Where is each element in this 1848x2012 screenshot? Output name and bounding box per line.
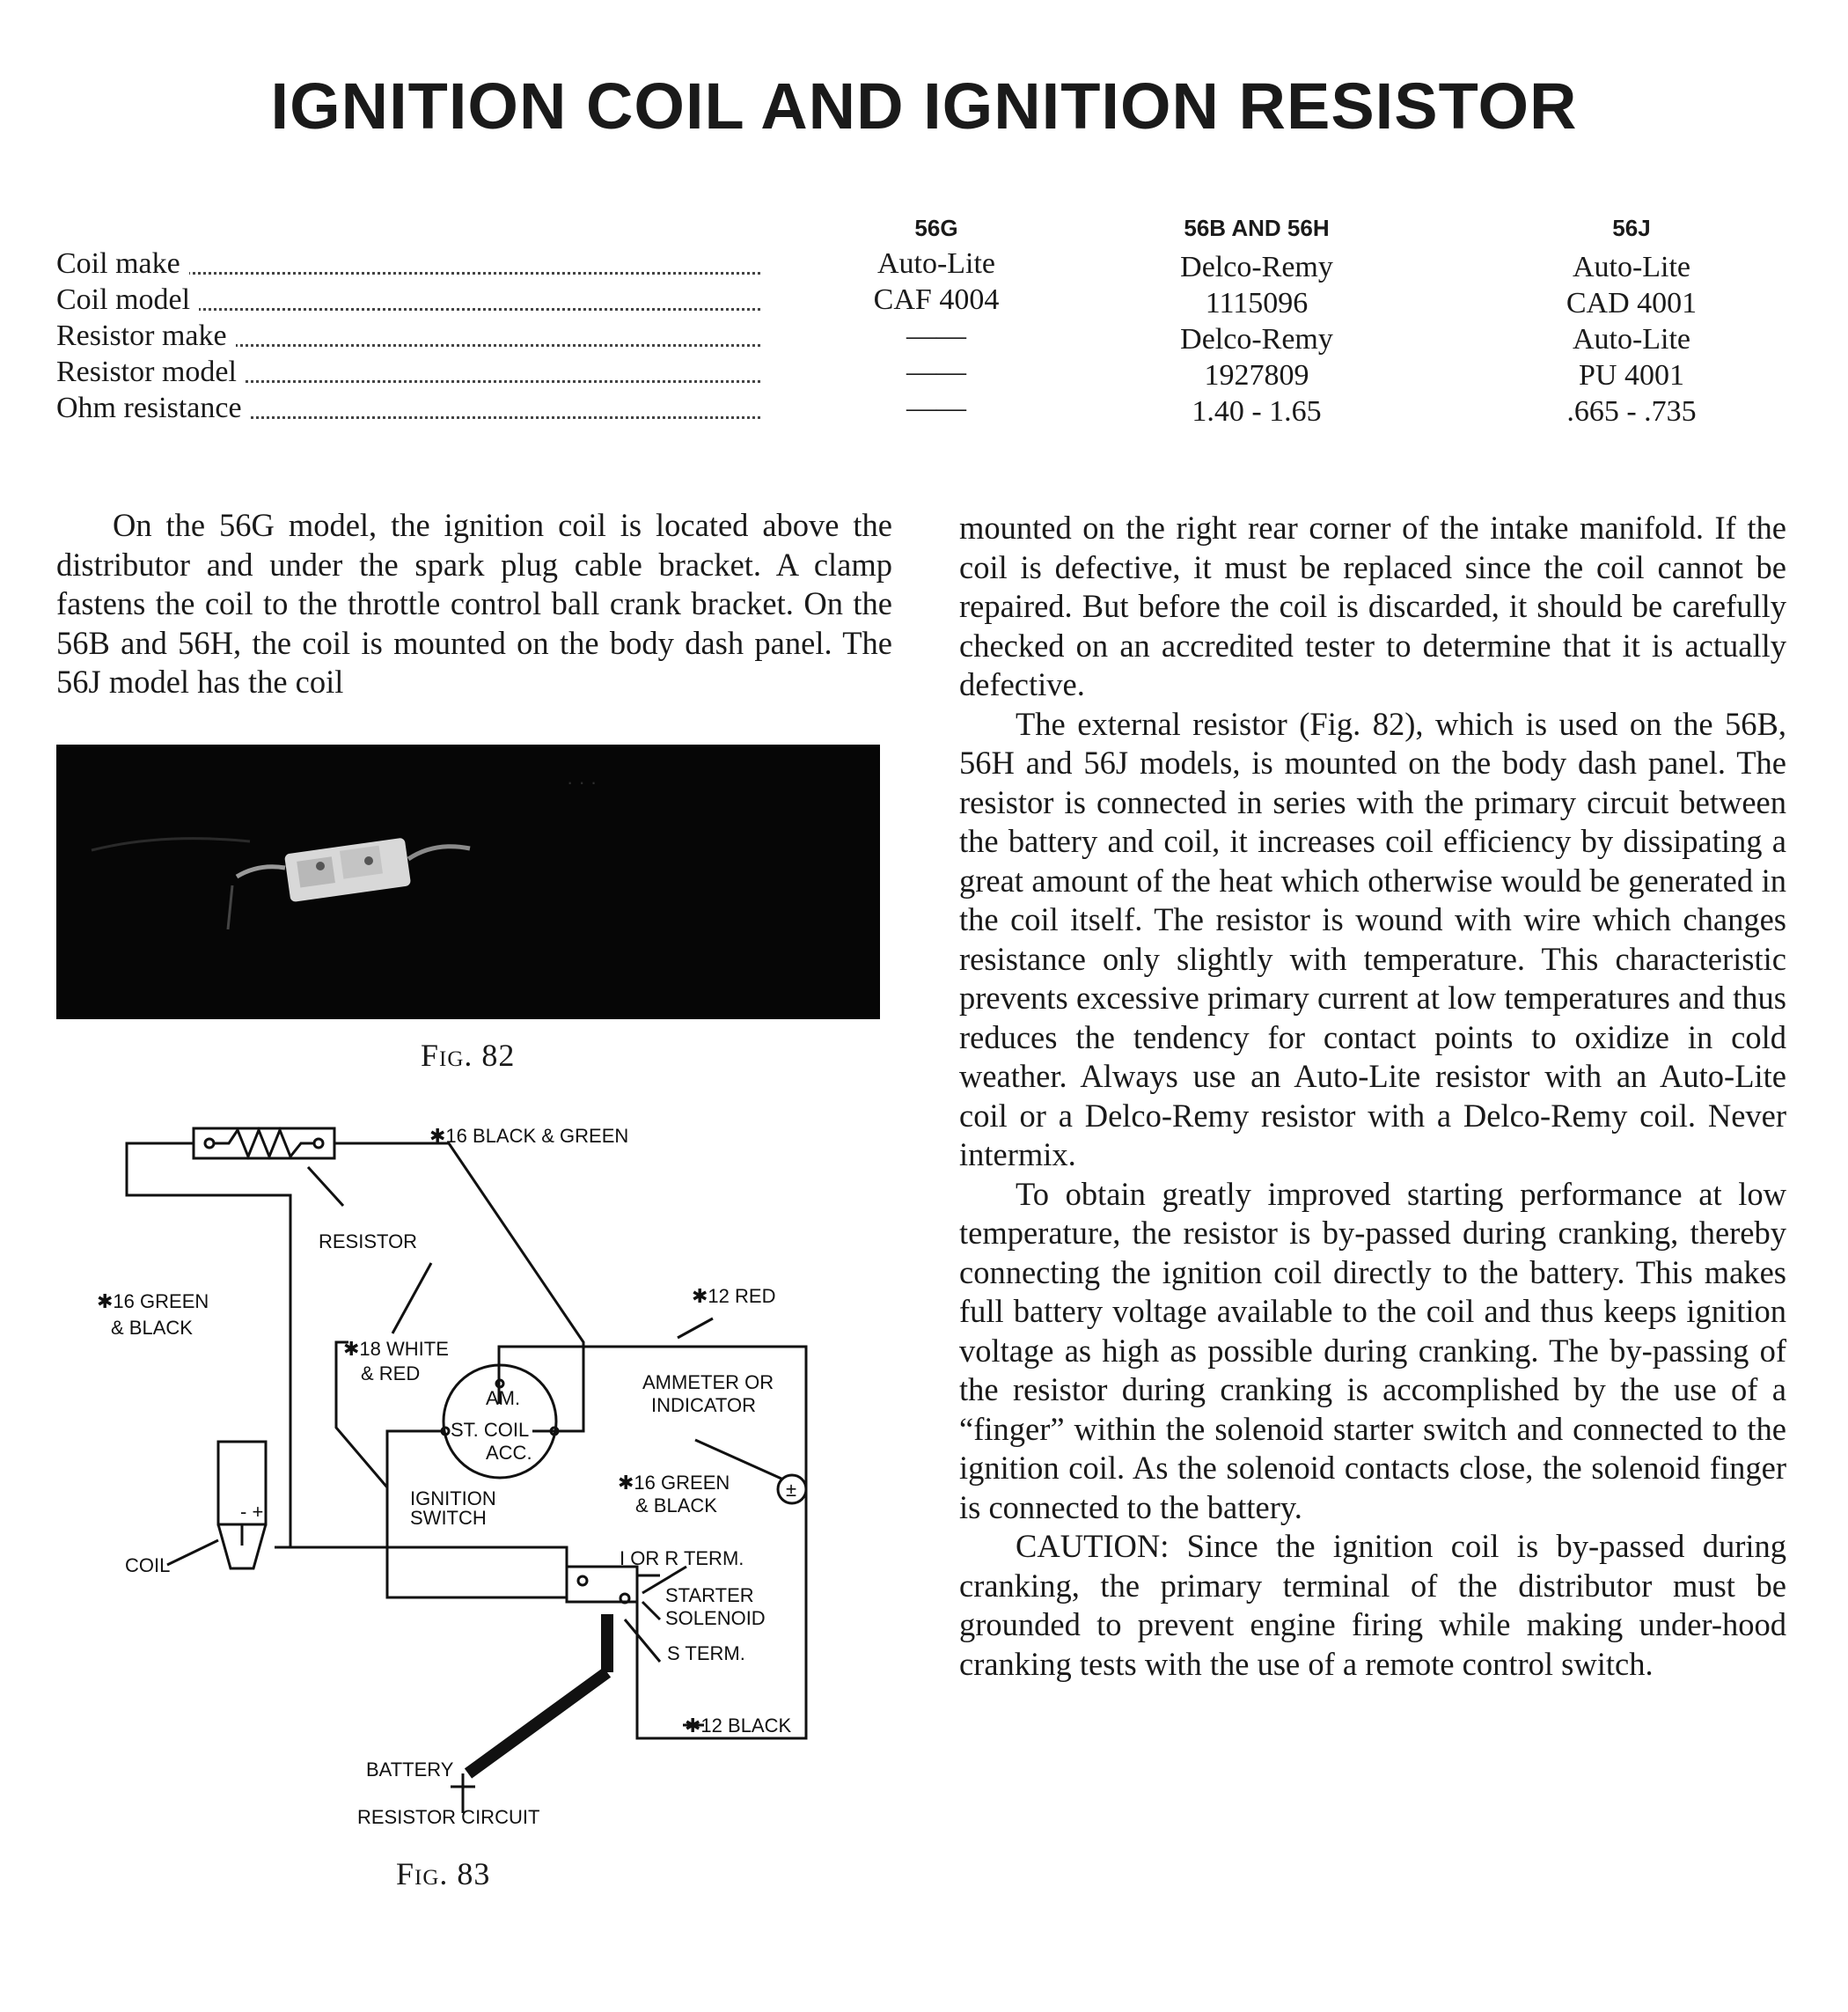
right-column-text bbox=[959, 509, 1786, 1684]
right-paragraph-3: To obtain greatly improved starting performance at low temperature, the resistor is by-passed during cranking, thereby connecting the ignition coil directly to the battery. This makes full battery voltage available to the coil and thus keeps ignition voltage as high as possible during cranking. The by-passing of the resistor during cranking is accomplished by the use of a “finger” within the solenoid starter switch and connected to the ignition coil. As the solenoid contacts close, the solenoid finger is connected to the battery. bbox=[959, 1175, 1786, 1525]
label-16-green-black-1: ✱16 GREEN bbox=[97, 1290, 209, 1312]
cell-resistor-model-56b: 1927809 bbox=[1204, 359, 1309, 392]
right-paragraph-1: mounted on the right rear corner of the intake manifold. If the coil is defective, it must be replaced since the coil cannot be repaired. But before the coil is discarded, it should be carefully checked on an accredited tester to determine that it is actually defective. bbox=[959, 510, 1786, 702]
cell-coil-model-56b: 1115096 bbox=[1205, 287, 1309, 319]
label-switch-st-coil: ST. COIL bbox=[451, 1419, 530, 1441]
cell-coil-make-56b: Delco-Remy bbox=[1180, 251, 1333, 283]
cell-resistor-make-56b: Delco-Remy bbox=[1180, 323, 1333, 356]
label-ignition-switch-2: SWITCH bbox=[410, 1507, 487, 1529]
label-ammeter-1: AMMETER OR bbox=[642, 1371, 774, 1393]
cell-coil-model-56j: CAD 4001 bbox=[1566, 287, 1698, 319]
figure-82-caption: Fig. 82 bbox=[421, 1038, 516, 1073]
label-16-green-black-2: & BLACK bbox=[111, 1317, 193, 1339]
cell-ohm-resistance-56g: —— bbox=[906, 392, 966, 424]
label-resistor-circuit: RESISTOR CIRCUIT bbox=[357, 1806, 540, 1828]
cell-resistor-make-56j: Auto-Lite bbox=[1572, 323, 1691, 356]
label-ammeter-2: INDICATOR bbox=[651, 1394, 756, 1416]
svg-text:· · ·: · · · bbox=[567, 771, 598, 793]
page-title: IGNITION COIL AND IGNITION RESISTOR bbox=[270, 70, 1578, 143]
label-18-white-red-2: & RED bbox=[361, 1362, 421, 1384]
label-resistor: RESISTOR bbox=[319, 1230, 418, 1252]
left-paragraph: On the 56G model, the ignition coil is located above the distributor and under the spark plug cable bracket. A clamp fastens the coil to the throttle control ball crank bracket. On the 56B and 56H, the coil is mounted on the body dash panel. The 56J model has the coil bbox=[56, 507, 892, 700]
row-label-coil-model: Coil model bbox=[56, 283, 760, 318]
label-16-black-green: ✱16 BLACK & GREEN bbox=[429, 1125, 629, 1147]
spec-table bbox=[0, 0, 1848, 458]
label-18-white-red-1: ✱18 WHITE bbox=[343, 1338, 449, 1360]
right-paragraph-2: The external resistor (Fig. 82), which is used on the 56B, 56H and 56J models, is mounted on the body dash panel. The resistor is connected in series with the primary circuit between the battery and coil, it increases coil efficiency by dissipating a great amount of the heat which otherwise would be generated in the coil itself. The resistor is wound with wire which changes resistance only slightly with temperature. This characteristic prevents excessive primary current at low temperatures and thus reduces the tendency for contact points to oxidize in cold weather. Always use an Auto-Lite resistor with an Auto-Lite coil or a Delco-Remy resistor with a Delco-Remy coil. Never intermix. bbox=[959, 705, 1786, 1172]
label-switch-acc: ACC. bbox=[486, 1442, 532, 1464]
label-12-black: ✱12 BLACK bbox=[685, 1715, 792, 1737]
row-label-ohm-resistance: Ohm resistance bbox=[56, 391, 760, 426]
starter-solenoid-symbol bbox=[567, 1567, 637, 1602]
right-paragraph-4: CAUTION: Since the ignition coil is by-passed during cranking, the primary terminal of the distributor must be grounded to prevent engine firing while making under-hood cranking tests with the use of a remote control switch. bbox=[959, 1528, 1786, 1682]
row-label-resistor-make: Resistor make bbox=[56, 319, 760, 354]
label-s-term: S TERM. bbox=[667, 1642, 745, 1664]
label-16-green-black-b-2: & BLACK bbox=[635, 1494, 717, 1516]
resistor-photo-image bbox=[56, 745, 880, 1019]
cell-coil-make-56g: Auto-Lite bbox=[876, 247, 996, 280]
label-starter-solenoid-1: STARTER bbox=[665, 1584, 754, 1606]
column-header-56j: 56J bbox=[1612, 215, 1651, 241]
column-header-56g: 56G bbox=[914, 215, 958, 241]
cell-resistor-model-56j: PU 4001 bbox=[1579, 359, 1684, 392]
cell-ohm-resistance-56j: .665 - .735 bbox=[1566, 395, 1697, 428]
label-i-or-r-term: I OR R TERM. bbox=[620, 1547, 744, 1569]
cell-ohm-resistance-56b: 1.40 - 1.65 bbox=[1192, 395, 1322, 428]
left-column-text bbox=[56, 506, 892, 702]
row-label-coil-make: Coil make bbox=[56, 246, 760, 282]
label-battery: BATTERY bbox=[366, 1759, 454, 1781]
label-12-red: ✱12 RED bbox=[692, 1285, 776, 1307]
label-starter-solenoid-2: SOLENOID bbox=[665, 1607, 766, 1629]
resistor-circuit-diagram bbox=[97, 1109, 854, 1866]
row-label-resistor-model: Resistor model bbox=[56, 355, 760, 390]
cell-resistor-make-56g: —— bbox=[906, 319, 966, 352]
label-ignition-switch-1: IGNITION bbox=[410, 1487, 496, 1509]
ammeter-sign: ± bbox=[786, 1479, 797, 1501]
cell-coil-make-56j: Auto-Lite bbox=[1572, 251, 1691, 283]
column-header-56b-56h: 56B AND 56H bbox=[1184, 215, 1330, 241]
figure-82-photo bbox=[56, 745, 880, 1019]
cell-resistor-model-56g: —— bbox=[906, 356, 966, 388]
coil-minus-sign: - + bbox=[240, 1501, 264, 1523]
label-coil: COIL bbox=[125, 1554, 171, 1576]
label-16-green-black-b-1: ✱16 GREEN bbox=[618, 1472, 730, 1494]
cell-coil-model-56g: CAF 4004 bbox=[873, 283, 1000, 316]
figure-83-caption: Fig. 83 bbox=[396, 1856, 491, 1891]
label-switch-am: AM. bbox=[486, 1387, 521, 1409]
